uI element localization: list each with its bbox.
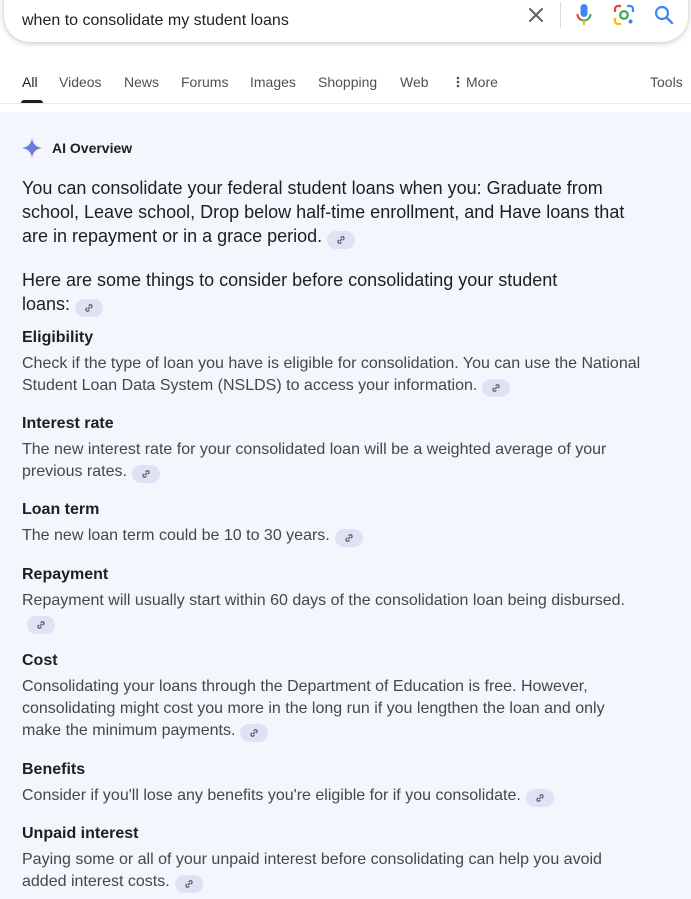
tab-all[interactable]: All [22, 74, 38, 90]
vertical-dots-icon [456, 76, 460, 88]
search-icon[interactable] [650, 1, 678, 29]
item-body-text: The new loan term could be 10 to 30 years. [22, 527, 330, 544]
list-item [22, 651, 642, 742]
link-icon[interactable] [526, 789, 554, 807]
tab-images[interactable]: Images [250, 74, 296, 90]
list-item [22, 414, 642, 483]
item-body-text: The new interest rate for your consolidated loan will be a weighted average of your previous rates. [22, 441, 607, 480]
item-title: Repayment [22, 566, 109, 583]
item-body [22, 439, 642, 483]
item-body [22, 525, 642, 547]
item-title: Unpaid interest [22, 825, 139, 842]
search-tabs [0, 60, 691, 104]
list-item [22, 500, 642, 547]
item-body [22, 676, 642, 742]
link-icon[interactable] [327, 231, 355, 249]
tab-more[interactable] [456, 74, 498, 90]
link-icon[interactable] [132, 465, 160, 483]
link-icon[interactable] [335, 529, 363, 547]
item-body-text: Consolidating your loans through the Department of Education is free. However, consolidating might cost you more in the long run if you lengthen the loan and only make the minimum payments. [22, 678, 605, 739]
ai-overview-panel [0, 112, 691, 899]
link-icon[interactable] [240, 724, 268, 742]
list-item [22, 824, 642, 893]
item-body [22, 590, 642, 634]
link-icon[interactable] [482, 379, 510, 397]
item-title: Eligibility [22, 329, 94, 346]
ai-overview-title: AI Overview [52, 140, 133, 156]
item-body-text: Paying some or all of your unpaid interest before consolidating can help you avoid added interest costs. [22, 851, 602, 890]
search-input[interactable] [22, 11, 502, 31]
link-icon[interactable] [175, 875, 203, 893]
ai-lead-paragraph [22, 268, 602, 317]
ai-lead-text: Here are some things to consider before consolidating your student loans: [22, 270, 558, 314]
sparkle-icon [22, 138, 42, 158]
link-icon[interactable] [27, 616, 55, 634]
google-lens-icon[interactable] [610, 1, 638, 29]
tab-forums[interactable]: Forums [181, 74, 229, 90]
search-bar [4, 0, 688, 42]
item-body-text: Check if the type of loan you have is eligible for consolidation. You can use the National Student Loan Data System (NSLDS) to access your information. [22, 355, 641, 394]
tab-more-label: More [466, 74, 498, 90]
item-body [22, 785, 642, 807]
ai-intro-paragraph [22, 176, 642, 249]
link-icon[interactable] [75, 299, 103, 317]
search-divider [560, 2, 561, 28]
microphone-icon[interactable] [570, 1, 598, 29]
item-title: Loan term [22, 501, 100, 518]
item-title: Interest rate [22, 415, 114, 432]
tab-videos[interactable]: Videos [59, 74, 102, 90]
item-body [22, 849, 642, 893]
tools-button[interactable]: Tools [650, 74, 683, 90]
tab-web[interactable]: Web [400, 74, 429, 90]
list-item [22, 760, 642, 807]
ai-overview-header [22, 138, 132, 158]
item-title: Cost [22, 652, 58, 669]
item-title: Benefits [22, 761, 86, 778]
item-body-text: Repayment will usually start within 60 days of the consolidation loan being disbursed. [22, 592, 626, 609]
list-item [22, 565, 642, 634]
tabs-divider [0, 103, 691, 104]
close-icon[interactable] [522, 1, 550, 29]
item-body-text: Consider if you'll lose any benefits you're eligible for if you consolidate. [22, 787, 521, 804]
item-body [22, 353, 642, 397]
tab-shopping[interactable]: Shopping [318, 74, 378, 90]
list-item [22, 328, 642, 397]
tab-news[interactable]: News [124, 74, 160, 90]
ai-intro-text: You can consolidate your federal student loans when you: Graduate from school, Leave school, Drop below half-time enrollment, and Have loans that are in repayment or in a grace period. [22, 178, 625, 246]
